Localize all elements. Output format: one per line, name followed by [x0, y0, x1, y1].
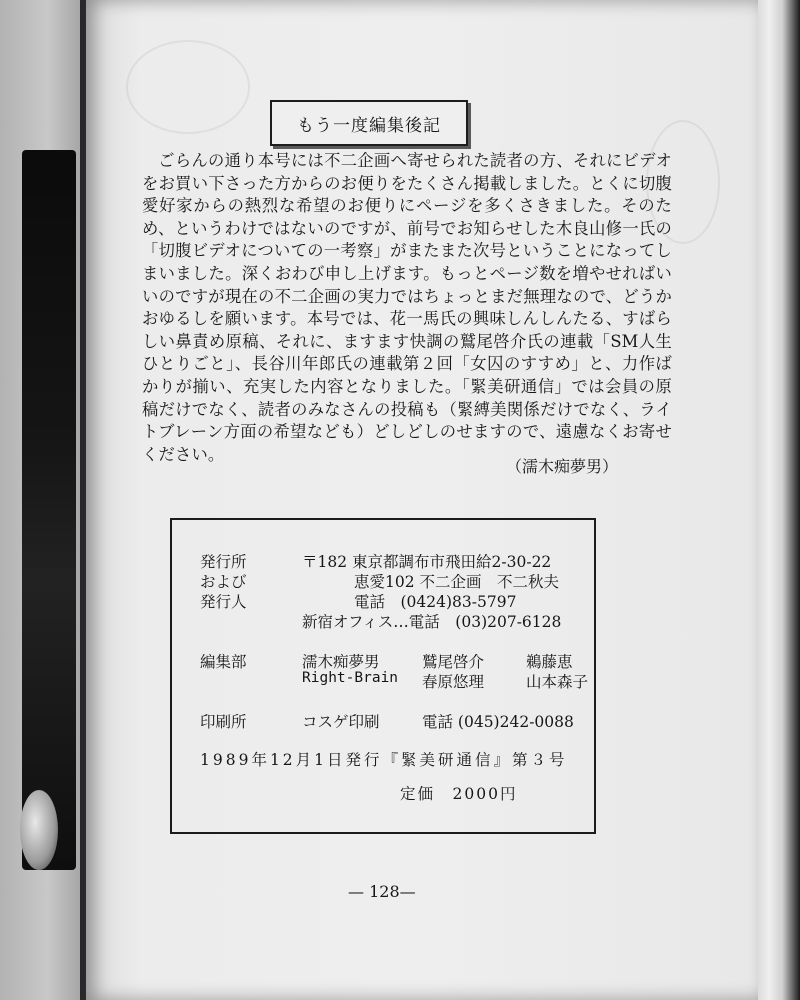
editor-name: 鷲尾啓介: [422, 653, 485, 671]
section-title: もう一度編集後記: [297, 115, 441, 136]
publisher-name: 恵愛102 不二企画 不二秋夫: [354, 573, 560, 591]
printer-name: コスゲ印刷: [302, 713, 380, 731]
price: 定価 2000円: [400, 785, 518, 803]
printer-label: 印刷所: [200, 713, 247, 731]
document-page: [86, 0, 758, 1000]
section-title-box: [270, 100, 468, 146]
editor-name: 濡木痴夢男: [302, 653, 380, 671]
editorial-body: [142, 150, 672, 466]
editorial-paragraph: ごらんの通り本号には不二企画へ寄せられた読者の方、それにビデオをお買い下さった方からのお便りをたくさん掲載しました。とくに切腹愛好家からの熱烈な希望のお便りにページを多くさきました。そのため、というわけではないのですが、前号でお知らせした木良山修一氏の「切腹ビデオについての一考察」がまたまた次号ということになってしまいました。深くおわび申し上げます。もっとページ数を増やせればいいのですが現在の不二企画の実力ではちょっとまだ無理なので、どうかおゆるしを願います。本号では、花一馬氏の興味しんしんたる、すばらしい鼻責め原稿、それに、ますます快調の鷲尾啓介氏の連載「SM人生ひとりごと」、長谷川年郎氏の連載第２回「女囚のすすめ」と、力作ばかりが揃い、充実した内容となりました。「緊美研通信」では会員の原稿だけでなく、読者のみなさんの投稿も（緊縛美関係だけでなく、ライトブレーン方面の希望なども）どしどしのせますので、遠慮なくお寄せください。: [142, 151, 672, 464]
publisher-phone: 電話 (0424)83-5797: [354, 593, 517, 611]
editor-name: 鵜藤恵: [526, 653, 573, 671]
right-page-edge: [756, 0, 800, 1000]
publisher-address: 〒182 東京都調布市飛田給2-30-22: [302, 553, 552, 571]
colophon-box: [170, 518, 596, 834]
editorial-label: 編集部: [200, 653, 247, 671]
editor-name: 春原悠理: [422, 673, 485, 691]
left-page-photo-highlight: [20, 790, 58, 870]
publisher-label: 発行所: [200, 553, 247, 571]
printer-phone: 電話 (045)242-0088: [422, 713, 574, 731]
publisher-label: 発行人: [200, 593, 247, 611]
signature: （濡木痴夢男）: [506, 457, 619, 476]
publisher-label: および: [200, 573, 247, 591]
left-page-photo: [22, 150, 76, 870]
issue-line: 1989年12月1日発行『緊美研通信』第３号: [200, 751, 568, 769]
office-phone: 新宿オフィス…電話 (03)207-6128: [302, 613, 562, 631]
editor-name: 山本森子: [526, 673, 589, 691]
show-through-mark: [126, 40, 250, 134]
page-number: — 128—: [348, 882, 416, 901]
editor-name: Right-Brain: [302, 670, 399, 686]
